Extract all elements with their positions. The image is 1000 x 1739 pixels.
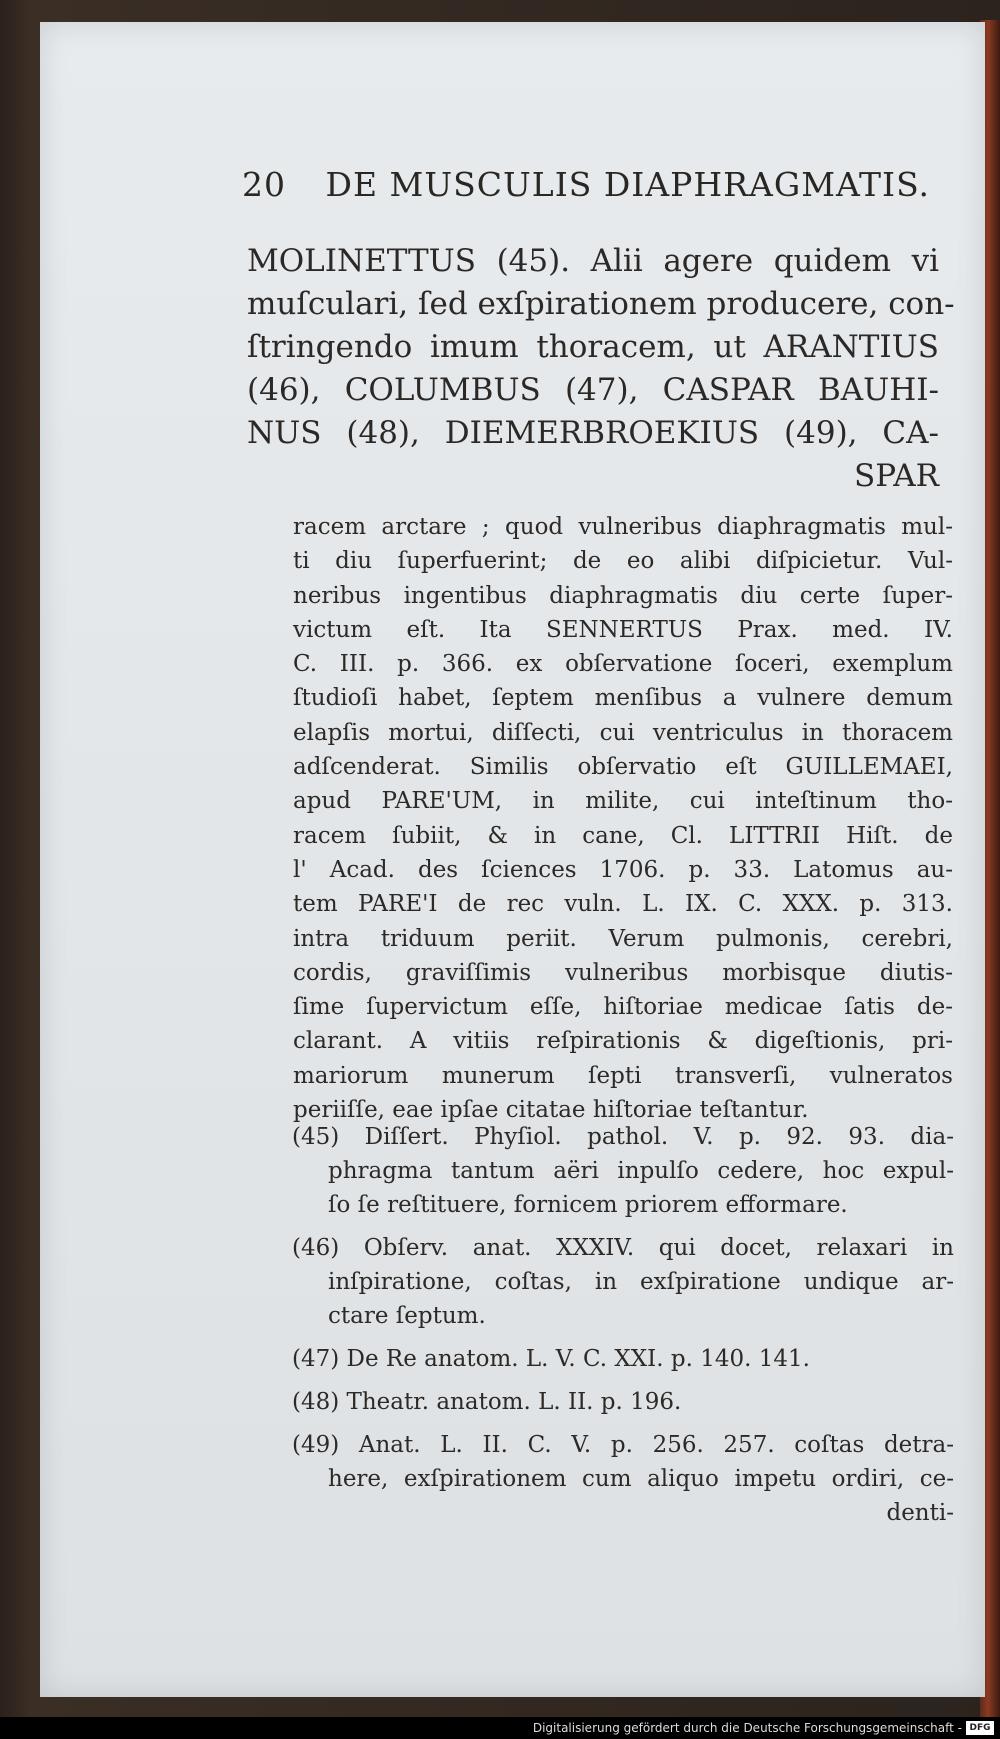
note-line: tem PARE'I de rec vuln. L. IX. C. XXX. p. 313. [293, 891, 953, 918]
footnote-line: phragma tantum aëri inpulſo cedere, hoc expul- [328, 1158, 954, 1184]
page-number: 20 [242, 165, 286, 204]
footnote-line: Diſſert. Phyſiol. pathol. V. p. 92. 93. dia- [364, 1124, 954, 1150]
footnote-45 [292, 1120, 954, 1222]
note-continuation [293, 510, 953, 1127]
main-text-line: NUS (48), DIEMERBROEKIUS (49), CA- [247, 415, 939, 451]
main-text-block [247, 240, 955, 498]
note-line: intra triduum periit. Verum pulmonis, cerebri, [293, 925, 953, 952]
footnote-line: ctare ſeptum. [328, 1303, 486, 1329]
note-line: ſime ſupervictum eſſe, hiſtoriae medicae ſatis de- [293, 994, 953, 1021]
footnote-number: (45) [292, 1124, 340, 1150]
footnotes [292, 1120, 954, 1539]
footnote-line: Obſerv. anat. XXXIV. qui docet, relaxari in [363, 1235, 954, 1261]
footnote-line: Anat. L. II. C. V. p. 256. 257. coſtas detra- [358, 1432, 954, 1458]
footnote-number: (48) [292, 1389, 340, 1415]
footnote-number: (47) [292, 1346, 340, 1372]
catchword: SPAR [854, 458, 939, 494]
note-line: cordis, graviſſimis vulneribus morbisque diutis- [293, 959, 953, 986]
catchword: denti- [886, 1500, 954, 1526]
note-line: mariorum munerum ſepti transverſi, vulneratos [293, 1062, 953, 1089]
note-line: racem ſubiit, & in cane, Cl. LITTRII Hiſt. de [293, 822, 953, 849]
note-line: victum eſt. Ita SENNERTUS Prax. med. IV. [293, 616, 953, 643]
footnote-line: here, exſpirationem cum aliquo impetu ordiri, ce- [328, 1466, 954, 1492]
running-title: DE MUSCULIS DIAPHRAGMATIS. [325, 165, 930, 204]
digitization-footer [0, 1717, 1000, 1739]
main-text-line: (46), COLUMBUS (47), CASPAR BAUHI- [247, 372, 939, 408]
dfg-logo: DFG [966, 1721, 994, 1735]
running-head [242, 165, 930, 204]
footnote-line: Theatr. anatom. L. II. p. 196. [346, 1389, 682, 1415]
footnote-48 [292, 1385, 954, 1419]
footnote-line: ſo ſe reſtituere, fornicem priorem efformare. [328, 1192, 848, 1218]
footnote-46 [292, 1231, 954, 1333]
note-line: apud PARE'UM, in milite, cui inteſtinum tho- [293, 788, 953, 815]
footer-text: Digitalisierung gefördert durch die Deutsche Forschungsgemeinschaft - [532, 1721, 962, 1735]
note-line: neribus ingentibus diaphragmatis diu certe ſuper- [293, 582, 953, 609]
note-line: adſcenderat. Similis obſervatio eſt GUILLEMAEI, [293, 754, 953, 781]
footnote-47 [292, 1342, 954, 1376]
note-line: clarant. A vitiis reſpirationis & digeſtionis, pri- [293, 1028, 953, 1055]
note-line: periiſſe, eae ipſae citatae hiſtoriae teſtantur. [293, 1097, 809, 1124]
footnote-number: (46) [292, 1235, 340, 1261]
footnote-number: (49) [292, 1432, 340, 1458]
note-line: ti diu ſuperfuerint; de eo alibi diſpicietur. Vul- [293, 548, 953, 575]
footnote-line: De Re anatom. L. V. C. XXI. p. 140. 141. [346, 1346, 810, 1372]
main-text-line: muſculari, ſed exſpirationem producere, con- [247, 286, 955, 322]
footnote-49 [292, 1428, 954, 1530]
note-line: l' Acad. des ſciences 1706. p. 33. Latomus au- [293, 856, 953, 883]
main-text-line: MOLINETTUS (45). Alii agere quidem vi [247, 243, 939, 279]
note-line: ſtudioſi habet, ſeptem menſibus a vulnere demum [293, 685, 953, 712]
note-line: racem arctare ; quod vulneribus diaphragmatis mul- [293, 514, 953, 540]
footnote-line: inſpiratione, coſtas, in exſpiratione undique ar- [328, 1269, 954, 1295]
note-line: elapſis mortui, diſſecti, cui ventriculus in thoracem [293, 719, 953, 746]
note-line: C. III. p. 366. ex obſervatione ſoceri, exemplum [293, 651, 953, 678]
main-text-line: ſtringendo imum thoracem, ut ARANTIUS [247, 329, 939, 365]
